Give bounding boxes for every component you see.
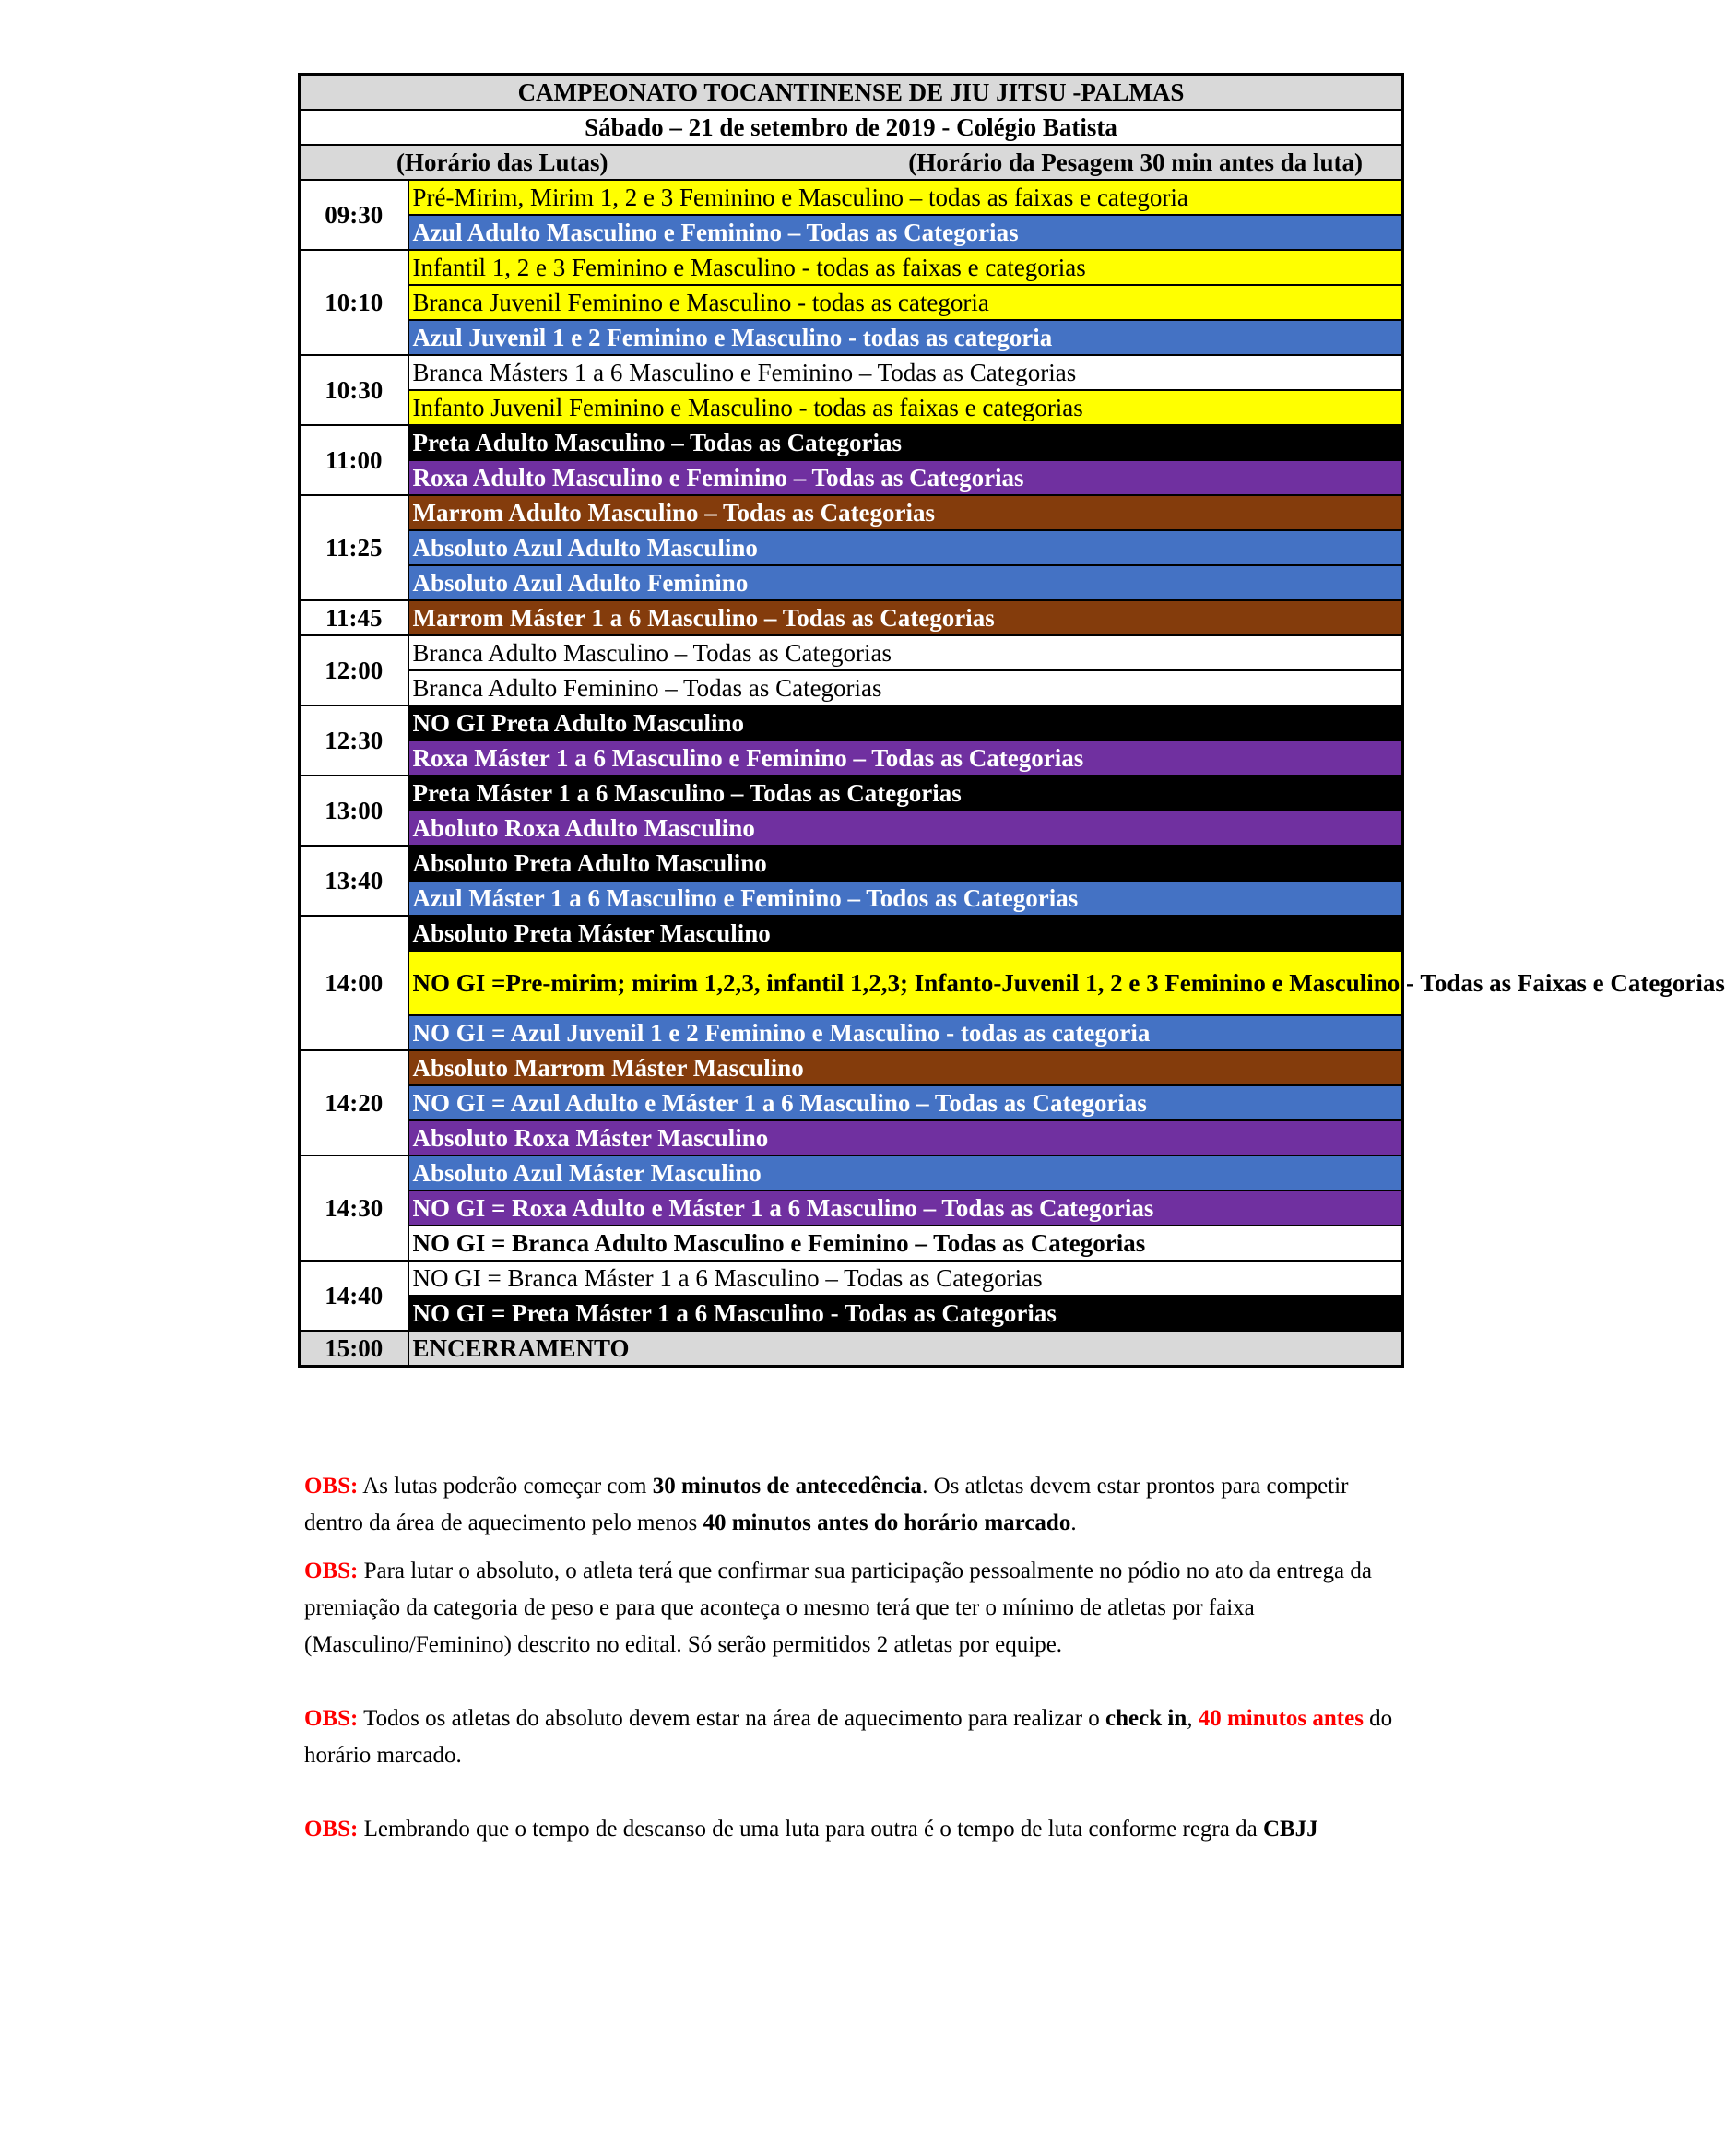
notes-section (304, 1468, 1411, 1848)
schedule-row (300, 460, 1403, 495)
time-slot: 14:40 (300, 1261, 408, 1331)
schedule-row (300, 1191, 1403, 1226)
note-text: Todos os atletas do absoluto devem estar na área de aquecimento para realizar o (358, 1706, 1106, 1731)
event-category: Absoluto Preta Adulto Masculino (408, 846, 1403, 881)
event-category: Branca Juvenil Feminino e Masculino - todas as categoria (408, 285, 1403, 320)
note-text: , (1187, 1706, 1199, 1731)
obs-label: OBS: (304, 1474, 359, 1499)
time-slot: 11:00 (300, 425, 408, 495)
schedule-row (300, 600, 1403, 635)
schedule-row (300, 846, 1403, 881)
event-category: Absoluto Azul Máster Masculino (408, 1155, 1403, 1191)
time-slot: 10:30 (300, 355, 408, 425)
event-category: Pré-Mirim, Mirim 1, 2 e 3 Feminino e Masculino – todas as faixas e categoria (408, 180, 1403, 215)
event-category: Branca Adulto Feminino – Todas as Categorias (408, 670, 1403, 705)
schedule-row (300, 1050, 1403, 1085)
schedule-row (300, 1261, 1403, 1296)
emphasis-text: check in (1105, 1706, 1187, 1731)
schedule-row (300, 355, 1403, 390)
schedule-row (300, 1015, 1403, 1050)
schedule-row (300, 740, 1403, 776)
event-category: Azul Adulto Masculino e Feminino – Todas as Categorias (408, 215, 1403, 250)
event-category: Azul Juvenil 1 e 2 Feminino e Masculino - todas as categoria (408, 320, 1403, 355)
schedule-row (300, 320, 1403, 355)
event-category: NO GI Preta Adulto Masculino (408, 705, 1403, 740)
event-category: Azul Máster 1 a 6 Masculino e Feminino – Todos as Categorias (408, 881, 1403, 916)
time-slot: 09:30 (300, 180, 408, 250)
schedule-row (300, 776, 1403, 811)
emphasis-text: 30 minutos de antecedência (652, 1474, 923, 1499)
event-category: Absoluto Azul Adulto Masculino (408, 530, 1403, 565)
event-category: NO GI = Azul Adulto e Máster 1 a 6 Masculino – Todas as Categorias (408, 1085, 1403, 1120)
event-category: Preta Adulto Masculino – Todas as Categorias (408, 425, 1403, 460)
schedule-row (300, 1120, 1403, 1155)
schedule-row (300, 495, 1403, 530)
note-text: do horário marcado. (304, 1706, 1393, 1768)
event-category: NO GI = Branca Adulto Masculino e Feminino – Todas as Categorias (408, 1226, 1403, 1261)
event-category: Aboluto Roxa Adulto Masculino (408, 811, 1403, 846)
event-category: Infantil 1, 2 e 3 Feminino e Masculino - todas as faixas e categorias (408, 250, 1403, 285)
event-category: Roxa Adulto Masculino e Feminino – Todas as Categorias (408, 460, 1403, 495)
schedule-row (300, 1085, 1403, 1120)
event-category: Absoluto Azul Adulto Feminino (408, 565, 1403, 600)
obs-note (304, 1700, 1411, 1774)
schedule-row (300, 951, 1403, 1015)
event-category: Marrom Máster 1 a 6 Masculino – Todas as Categorias (408, 600, 1403, 635)
schedule-row (300, 390, 1403, 425)
event-category: Branca Adulto Masculino – Todas as Categorias (408, 635, 1403, 670)
schedule-row (300, 285, 1403, 320)
time-slot: 13:40 (300, 846, 408, 916)
schedule-row (300, 635, 1403, 670)
event-category: NO GI = Branca Máster 1 a 6 Masculino – Todas as Categorias (408, 1261, 1403, 1296)
time-slot: 11:45 (300, 600, 408, 635)
column-header-weigh-in: (Horário da Pesagem 30 min antes da luta) (908, 148, 1363, 176)
obs-label: OBS: (304, 1558, 359, 1583)
note-text: . Os atletas devem estar prontos para competir dentro da área de aquecimento pelo menos (304, 1474, 1349, 1535)
date-row (300, 110, 1403, 145)
event-category: Marrom Adulto Masculino – Todas as Categorias (408, 495, 1403, 530)
event-category: Branca Másters 1 a 6 Masculino e Feminino – Todas as Categorias (408, 355, 1403, 390)
time-slot: 14:30 (300, 1155, 408, 1261)
highlight-red: 40 minutos antes (1198, 1706, 1364, 1731)
schedule-row (300, 425, 1403, 460)
schedule-table (298, 73, 1725, 1368)
time-slot: 14:20 (300, 1050, 408, 1155)
schedule-row (300, 705, 1403, 740)
schedule-row (300, 215, 1403, 250)
schedule-row (300, 881, 1403, 916)
note-text: Para lutar o absoluto, o atleta terá que confirmar sua participação pessoalmente no pódio no ato da entrega da premiação da categoria de peso e para que aconteça o mesmo terá que ter o mínimo de atletas por faixa (Masculino/Feminino) descrito no edital. Só serão permitidos 2 atletas por equipe. (304, 1558, 1372, 1657)
schedule-row (300, 1331, 1403, 1367)
event-category: NO GI =Pre-mirim; mirim 1,2,3, infantil 1,2,3; Infanto-Juvenil 1, 2 e 3 Feminino e Masculino - Todas as Faixas e Categorias (408, 951, 1403, 1015)
event-category: Preta Máster 1 a 6 Masculino – Todas as Categorias (408, 776, 1403, 811)
schedule-row (300, 1296, 1403, 1331)
time-slot: 12:30 (300, 705, 408, 776)
emphasis-text: CBJJ (1262, 1817, 1318, 1842)
event-category: Roxa Máster 1 a 6 Masculino e Feminino – Todas as Categorias (408, 740, 1403, 776)
note-text: As lutas poderão começar com (358, 1474, 653, 1499)
schedule-row (300, 565, 1403, 600)
column-header-row (300, 145, 1403, 180)
obs-label: OBS: (304, 1706, 359, 1731)
event-category: NO GI = Azul Juvenil 1 e 2 Feminino e Masculino - todas as categoria (408, 1015, 1403, 1050)
obs-note (304, 1468, 1411, 1542)
column-header-fight-time: (Horário das Lutas) (396, 148, 608, 176)
event-category: NO GI = Preta Máster 1 a 6 Masculino - Todas as Categorias (408, 1296, 1403, 1331)
schedule-row (300, 916, 1403, 951)
note-text: . (1070, 1510, 1077, 1535)
time-slot: 10:10 (300, 250, 408, 355)
event-category: Absoluto Roxa Máster Masculino (408, 1120, 1403, 1155)
event-category: Absoluto Preta Máster Masculino (408, 916, 1403, 951)
time-slot: 15:00 (300, 1331, 408, 1367)
date-location: Sábado – 21 de setembro de 2019 - Colégio Batista (300, 110, 1403, 145)
title-row (300, 75, 1403, 111)
schedule-row (300, 670, 1403, 705)
note-text: Lembrando que o tempo de descanso de uma luta para outra é o tempo de luta conforme regra da (358, 1817, 1263, 1842)
document-title: CAMPEONATO TOCANTINENSE DE JIU JITSU -PALMAS (300, 75, 1403, 111)
schedule-row (300, 250, 1403, 285)
obs-note (304, 1553, 1411, 1664)
time-slot: 14:00 (300, 916, 408, 1050)
emphasis-text: 40 minutos antes do horário marcado (703, 1510, 1071, 1535)
event-category: NO GI = Roxa Adulto e Máster 1 a 6 Masculino – Todas as Categorias (408, 1191, 1403, 1226)
schedule-row (300, 1226, 1403, 1261)
closing-label: ENCERRAMENTO (408, 1331, 1403, 1367)
time-slot: 11:25 (300, 495, 408, 600)
time-slot: 12:00 (300, 635, 408, 705)
obs-note (304, 1811, 1411, 1848)
schedule-row (300, 180, 1403, 215)
time-slot: 13:00 (300, 776, 408, 846)
event-category: Infanto Juvenil Feminino e Masculino - todas as faixas e categorias (408, 390, 1403, 425)
schedule-row (300, 1155, 1403, 1191)
obs-label: OBS: (304, 1817, 359, 1842)
schedule-row (300, 811, 1403, 846)
event-category: Absoluto Marrom Máster Masculino (408, 1050, 1403, 1085)
schedule-row (300, 530, 1403, 565)
